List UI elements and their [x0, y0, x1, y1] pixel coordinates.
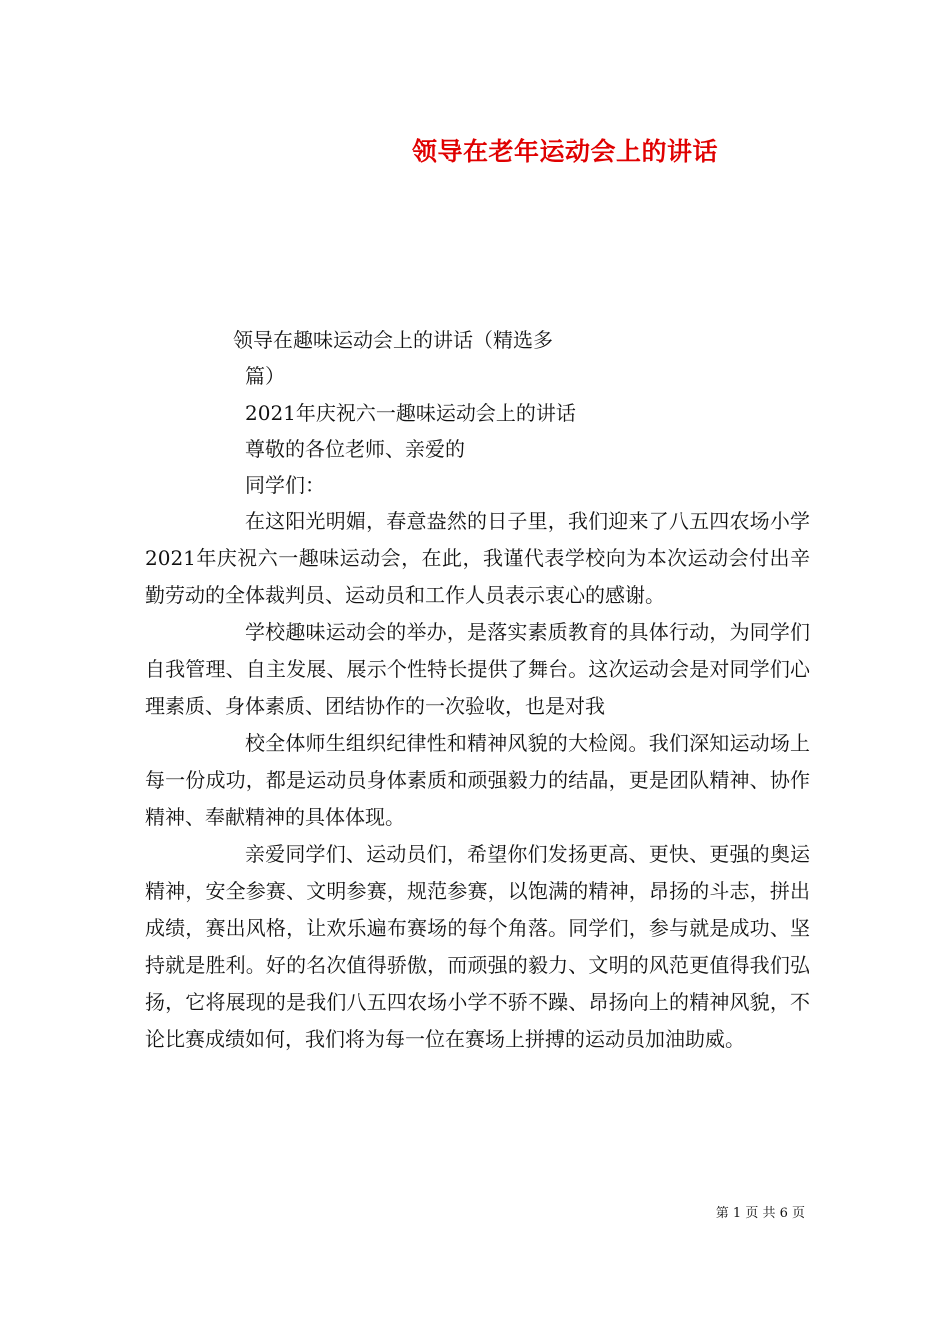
document-title: 领导在老年运动会上的讲话 [411, 137, 718, 166]
body-paragraph: 在这阳光明媚，春意盎然的日子里，我们迎来了八五四农场小学2021年庆祝六一趣味运动会，在此，我谨代表学校向为本次运动会付出辛勤劳动的全体裁判员、运动员和工作人员表示衷心的感谢。 [145, 509, 810, 607]
subtitle-line: 2021年庆祝六一趣味运动会上的讲话 [245, 401, 576, 425]
document-body [145, 503, 810, 1058]
body-paragraph: 亲爱同学们、运动员们，希望你们发扬更高、更快、更强的奥运精神，安全参赛、文明参赛，规范参赛，以饱满的精神，昂扬的斗志，拼出成绩，赛出风格，让欢乐遍布赛场的每个角落。同学们，参与就是成功、坚持就是胜利。好的名次值得骄傲，而顽强的毅力、文明的风范更值得我们弘扬，它将展现的是我们八五四农场小学不骄不躁、昂扬向上的精神风貌，不论比赛成绩如何，我们将为每一位在赛场上拼搏的运动员加油助威。 [145, 842, 810, 1051]
body-paragraph: 学校趣味运动会的举办，是落实素质教育的具体行动，为同学们自我管理、自主发展、展示个性特长提供了舞台。这次运动会是对同学们心理素质、身体素质、团结协作的一次验收，也是对我 [145, 620, 810, 718]
heading-line: 领导在趣味运动会上的讲话（精选多 [233, 328, 553, 352]
page-footer: 第 1 页 共 6 页 [715, 1206, 805, 1221]
body-paragraph: 校全体师生组织纪律性和精神风貌的大检阅。我们深知运动场上每一份成功，都是运动员身体素质和顽强毅力的结晶，更是团队精神、协作精神、奉献精神的具体体现。 [145, 731, 810, 829]
heading-line: 篇） [245, 364, 285, 388]
salutation-line: 尊敬的各位老师、亲爱的 [245, 437, 465, 461]
salutation-line: 同学们： [245, 473, 325, 497]
